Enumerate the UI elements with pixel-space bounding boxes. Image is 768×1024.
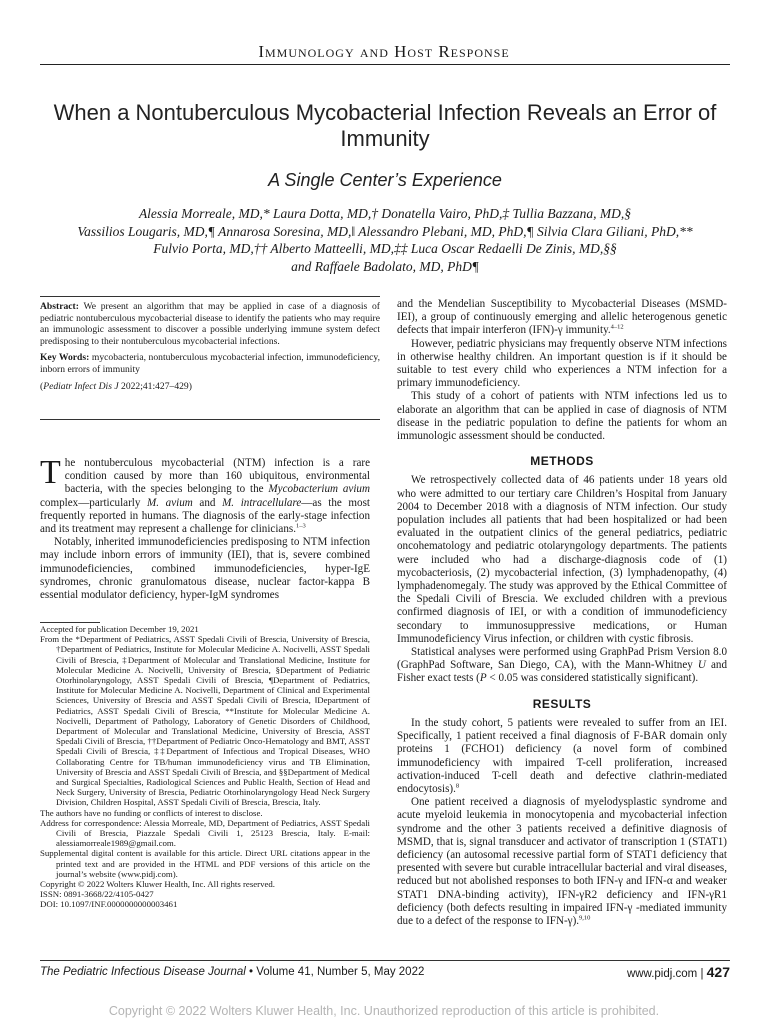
footnote-funding: The authors have no funding or conflicts of interest to disclose. xyxy=(40,807,263,818)
author-line: Fulvio Porta, MD,†† Alberto Matteelli, MD,‡‡ Luca Oscar Redaelli De Zinis, MD,§§ xyxy=(153,241,617,256)
abstract-paragraph xyxy=(40,301,380,347)
methods-paragraph: We retrospectively collected data of 46 patients under 18 years old who were admitted to our tertiary care Children’s Hospital from January 2004 to December 2018 with a diagnosis of NTM infection. Our study population includes all patients that had been hospitalized or had been evaluated in the outpatient clinics of the general pediatrics, pediatric oncohematology and pediatric otolaryngology departments. The patients were included who had a discharge-diagnosis code of (1) mycobacteriosis, (2) mycobacterial infection, (3) lymphadenopathy, (4) lymphadenomegaly. The study was approved by the Ethical Committee of the Spedali Civili of Brescia. We excluded children with a previous confirmed diagnosis of IEI, or with a condition of immunodeficiency secondary to immunosuppressive medications, or Human Immunodeficiency Virus infection, or children with cystic fibrosis. xyxy=(397,474,727,645)
section-label xyxy=(0,42,768,62)
methods-paragraph-2 xyxy=(397,646,727,686)
section-label-text: Immunology and Host Response xyxy=(258,42,510,61)
footnote-address: Address for correspondence: Alessia Morreale, MD, Department of Pediatrics, ASST Spedali Civili of Brescia, Piazzale Spedali Civili 1, 25123 Brescia, Italy. E-mail: alessiamorreale1989@gmail.com. xyxy=(40,817,370,849)
left-column-body xyxy=(40,454,370,602)
intro-paragraph-2: Notably, inherited immunodeficiencies predisposing to NTM infection may include inborn errors of immunity (IEI), that is, severe combined immunodeficiencies, combined immunodeficiencies, hyper-IgE syndromes, chronic granulomatous disease, nuclear factor-kappa B essential modulator deficiency, hyper-IgM syndromes xyxy=(40,536,370,602)
intro-text: —as the most frequently reported in humans. The diagnosis of the early-stage infection and its treatment may represent a challenge for clinicians. xyxy=(40,496,370,536)
body-paragraph xyxy=(397,298,727,338)
body-paragraph: However, pediatric physicians may frequently observe NTM infections in otherwise healthy children. An important question is if it should be suitable to test every child who experiences a NTM infection for a primary immunodeficiency. xyxy=(397,337,727,390)
intro-text: complex—particularly xyxy=(40,496,148,509)
results-paragraph-2 xyxy=(397,796,727,928)
abstract-box xyxy=(40,296,380,420)
methods-heading: METHODS xyxy=(530,454,594,469)
species-name: M. avium xyxy=(147,496,193,509)
footnote-issn: ISSN: 0891-3668/22/4105-0427 xyxy=(40,889,154,900)
citation-ref: 1–3 xyxy=(295,522,306,530)
citation-details: 2022;41:427–429) xyxy=(121,380,192,392)
species-name: M. intracellulare xyxy=(222,496,302,509)
body-text: and the Mendelian Susceptibility to Mycobacterial Diseases (MSMD-IEI), a group of continuously emerging and allelic heterogenous genetic defects that impair interferon (IFN)-γ immunity. xyxy=(397,298,727,337)
footnote-rule xyxy=(40,622,100,623)
author-line: and Raffaele Badolato, MD, PhD¶ xyxy=(291,258,479,274)
page-number: 427 xyxy=(706,964,730,980)
body-text: In the study cohort, 5 patients were revealed to suffer from an IEI. Specifically, 1 patient received a final diagnosis of F-BAR domain only proteins 1 (FCHO1) deficiency (a novel form of combined immunodeficiency with impaired T-cell proliferation, increased activation-induced T-cell death and defective clathrin-mediated endocytosis). xyxy=(397,716,727,795)
results-heading: RESULTS xyxy=(532,696,592,711)
abstract-label: Abstract: xyxy=(40,301,79,312)
drop-cap: T xyxy=(40,454,61,491)
copyright-banner: Copyright © 2022 Wolters Kluwer Health, Inc. Unauthorized reproduction of this article is prohibited. xyxy=(108,1004,660,1018)
footer-journal-name: The Pediatric Infectious Disease Journal xyxy=(40,966,246,978)
footer-issue: Volume 41, Number 5, May 2022 xyxy=(256,966,425,978)
footer-right: www.pidj.com | 427 xyxy=(626,964,730,980)
footnote-affiliations: From the *Department of Pediatrics, ASST Spedali Civili of Brescia, University of Brescia, †Department of Pediatrics, Institute for Molecular Medicine A. Nocivelli, ASST Spedali Civili of Brescia, ‡Department of Molecular and Translational Medicine, Institute for Molecular Medicine A. Nocivelli, University of Brescia, §Department of Pediatric Otorhinolaryngology, ASST Spedali Civili of Brescia, ¶Department of Pediatrics, Institute for Molecular Medicine A. Nocivelli, Department of Clinical and Experimental Sciences, University of Brescia and ASST Spedali Civili of Brescia, ‖Department of Pediatrics, ASST Spedali Civili of Brescia, **Institute for Molecular Medicine A. Nocivelli, Department of Pathology, Laboratory of Genetic Disorders of Childhood, Department of Molecular and Translational Medicine, University of Brescia, ASST Spedali Civili of Brescia, ††Department of Pediatric Onco-Hematology and BMT, ASST Spedali Civili of Brescia, ‡‡Department of Infectious and Tropical Diseases, WHO Collaborating Centre for TB/human immunodeficiency virus and TB Elimination, University of Brescia and ASST Spedali Civili of Brescia, and §§Department of Medical and Surgical Specialties, Radiological Sciences and Public Health, Section of Head and Neck Surgery, University of Brescia, Pediatric Otorhinolaryngology Head Neck Surgery Division, Children Hospital, ASST Spedali Civili of Brescia, Brescia, Italy. xyxy=(40,634,370,808)
citation-ref: 8 xyxy=(455,782,460,790)
footnotes xyxy=(40,624,370,910)
intro-paragraph xyxy=(40,454,370,536)
author-list xyxy=(30,205,740,275)
body-text: < 0.05 was considered statistically significant). xyxy=(486,672,699,685)
citation-ref: 4–12 xyxy=(610,323,624,331)
citation-journal: Pediatr Infect Dis J xyxy=(43,380,119,392)
author-line: Vassilios Lougaris, MD,¶ Annarosa Soresina, MD,‖ Alessandro Plebani, MD, PhD,¶ Silvia Clara Giliani, PhD,** xyxy=(77,223,693,239)
body-paragraph: This study of a cohort of patients with NTM infections led us to elaborate an algorithm that can be applied in case of diagnosis of NTM disease in the pediatric population to define the patients for whom an immunologic assessment should be conducted. xyxy=(397,390,727,443)
species-name: Mycobacterium avium xyxy=(268,483,370,496)
abstract-text: We present an algorithm that may be applied in case of a diagnosis of pediatric nontuberculous mycobacterial disease to identify the patients who may require an immunologic assessment to discover a possible underlying immune system defect predisposing to their nontuberculous mycobacterial infections. xyxy=(40,301,380,347)
footer-journal: The Pediatric Infectious Disease Journal • Volume 41, Number 5, May 2022 xyxy=(40,966,425,978)
keywords-paragraph xyxy=(40,352,380,375)
body-text: Statistical analyses were performed using GraphPad Prism Version 8.0 (GraphPad Software, San Diego, CA), with the Mann-Whitney xyxy=(397,646,727,672)
body-text: and Fisher exact tests ( xyxy=(397,659,727,685)
footer-website: www.pidj.com xyxy=(626,968,698,980)
author-line: Alessia Morreale, MD,* Laura Dotta, MD,† Donatella Vairo, PhD,‡ Tullia Bazzana, MD,§ xyxy=(138,206,632,221)
footnote-copyright: Copyright © 2022 Wolters Kluwer Health, Inc. All rights reserved. xyxy=(40,879,275,890)
article-subtitle: A Single Center’s Experience xyxy=(268,170,502,190)
keywords-text: mycobacteria, nontuberculous mycobacterial infection, immunodeficiency, inborn errors of immunity xyxy=(40,352,380,375)
citation-ref: 9,10 xyxy=(579,914,591,922)
intro-text: and xyxy=(192,496,223,509)
stat-symbol: U xyxy=(697,659,706,672)
right-column-body xyxy=(397,298,727,928)
body-text: One patient received a diagnosis of myelodysplastic syndrome and acute myeloid leukemia in monocytopenia and mycobacterial infection syndrome and the other 3 patients received a definitive diagnosis of MSMD, that is, signal transducer and activator of transcription 1 (STAT1) deficiency (an autosomal recessive partial form of STAT1 deficiency that presented with severe but curable intracellular bacterial and viral diseases, reduced but not abolished responses to both IFN-γ and IFN-α and weaker STAT1 DNA-binding activity), IFN-γR2 deficiency and IFN-γR1 deficiency (both defects resulting in impaired IFN-γ -mediated immunity due to a defect of the response to IFN-γ). xyxy=(397,796,727,927)
intro-text: he nontuberculous mycobacterial (NTM) infection is a rare condition caused by more than 160 ubiquitous, environmental bacteria, with the species belonging to the xyxy=(64,457,370,496)
footnote-doi: DOI: 10.1097/INF.0000000000003461 xyxy=(40,899,178,910)
footnote-accepted: Accepted for publication December 19, 2021 xyxy=(40,624,199,634)
article-title: When a Nontuberculous Mycobacterial Infection Reveals an Error of Immunity xyxy=(53,100,717,151)
citation: (Pediatr Infect Dis J 2022;41:427–429) xyxy=(40,380,192,392)
footer-rule xyxy=(40,960,730,961)
keywords-label: Key Words: xyxy=(40,352,90,364)
header-rule xyxy=(40,64,730,65)
stat-symbol: P xyxy=(479,672,487,685)
results-paragraph xyxy=(397,717,727,796)
footnote-supplemental: Supplemental digital content is available for this article. Direct URL citations appear in the printed text and are provided in the HTML and PDF versions of this article on the journal’s website (www.pidj.com). xyxy=(40,848,370,879)
